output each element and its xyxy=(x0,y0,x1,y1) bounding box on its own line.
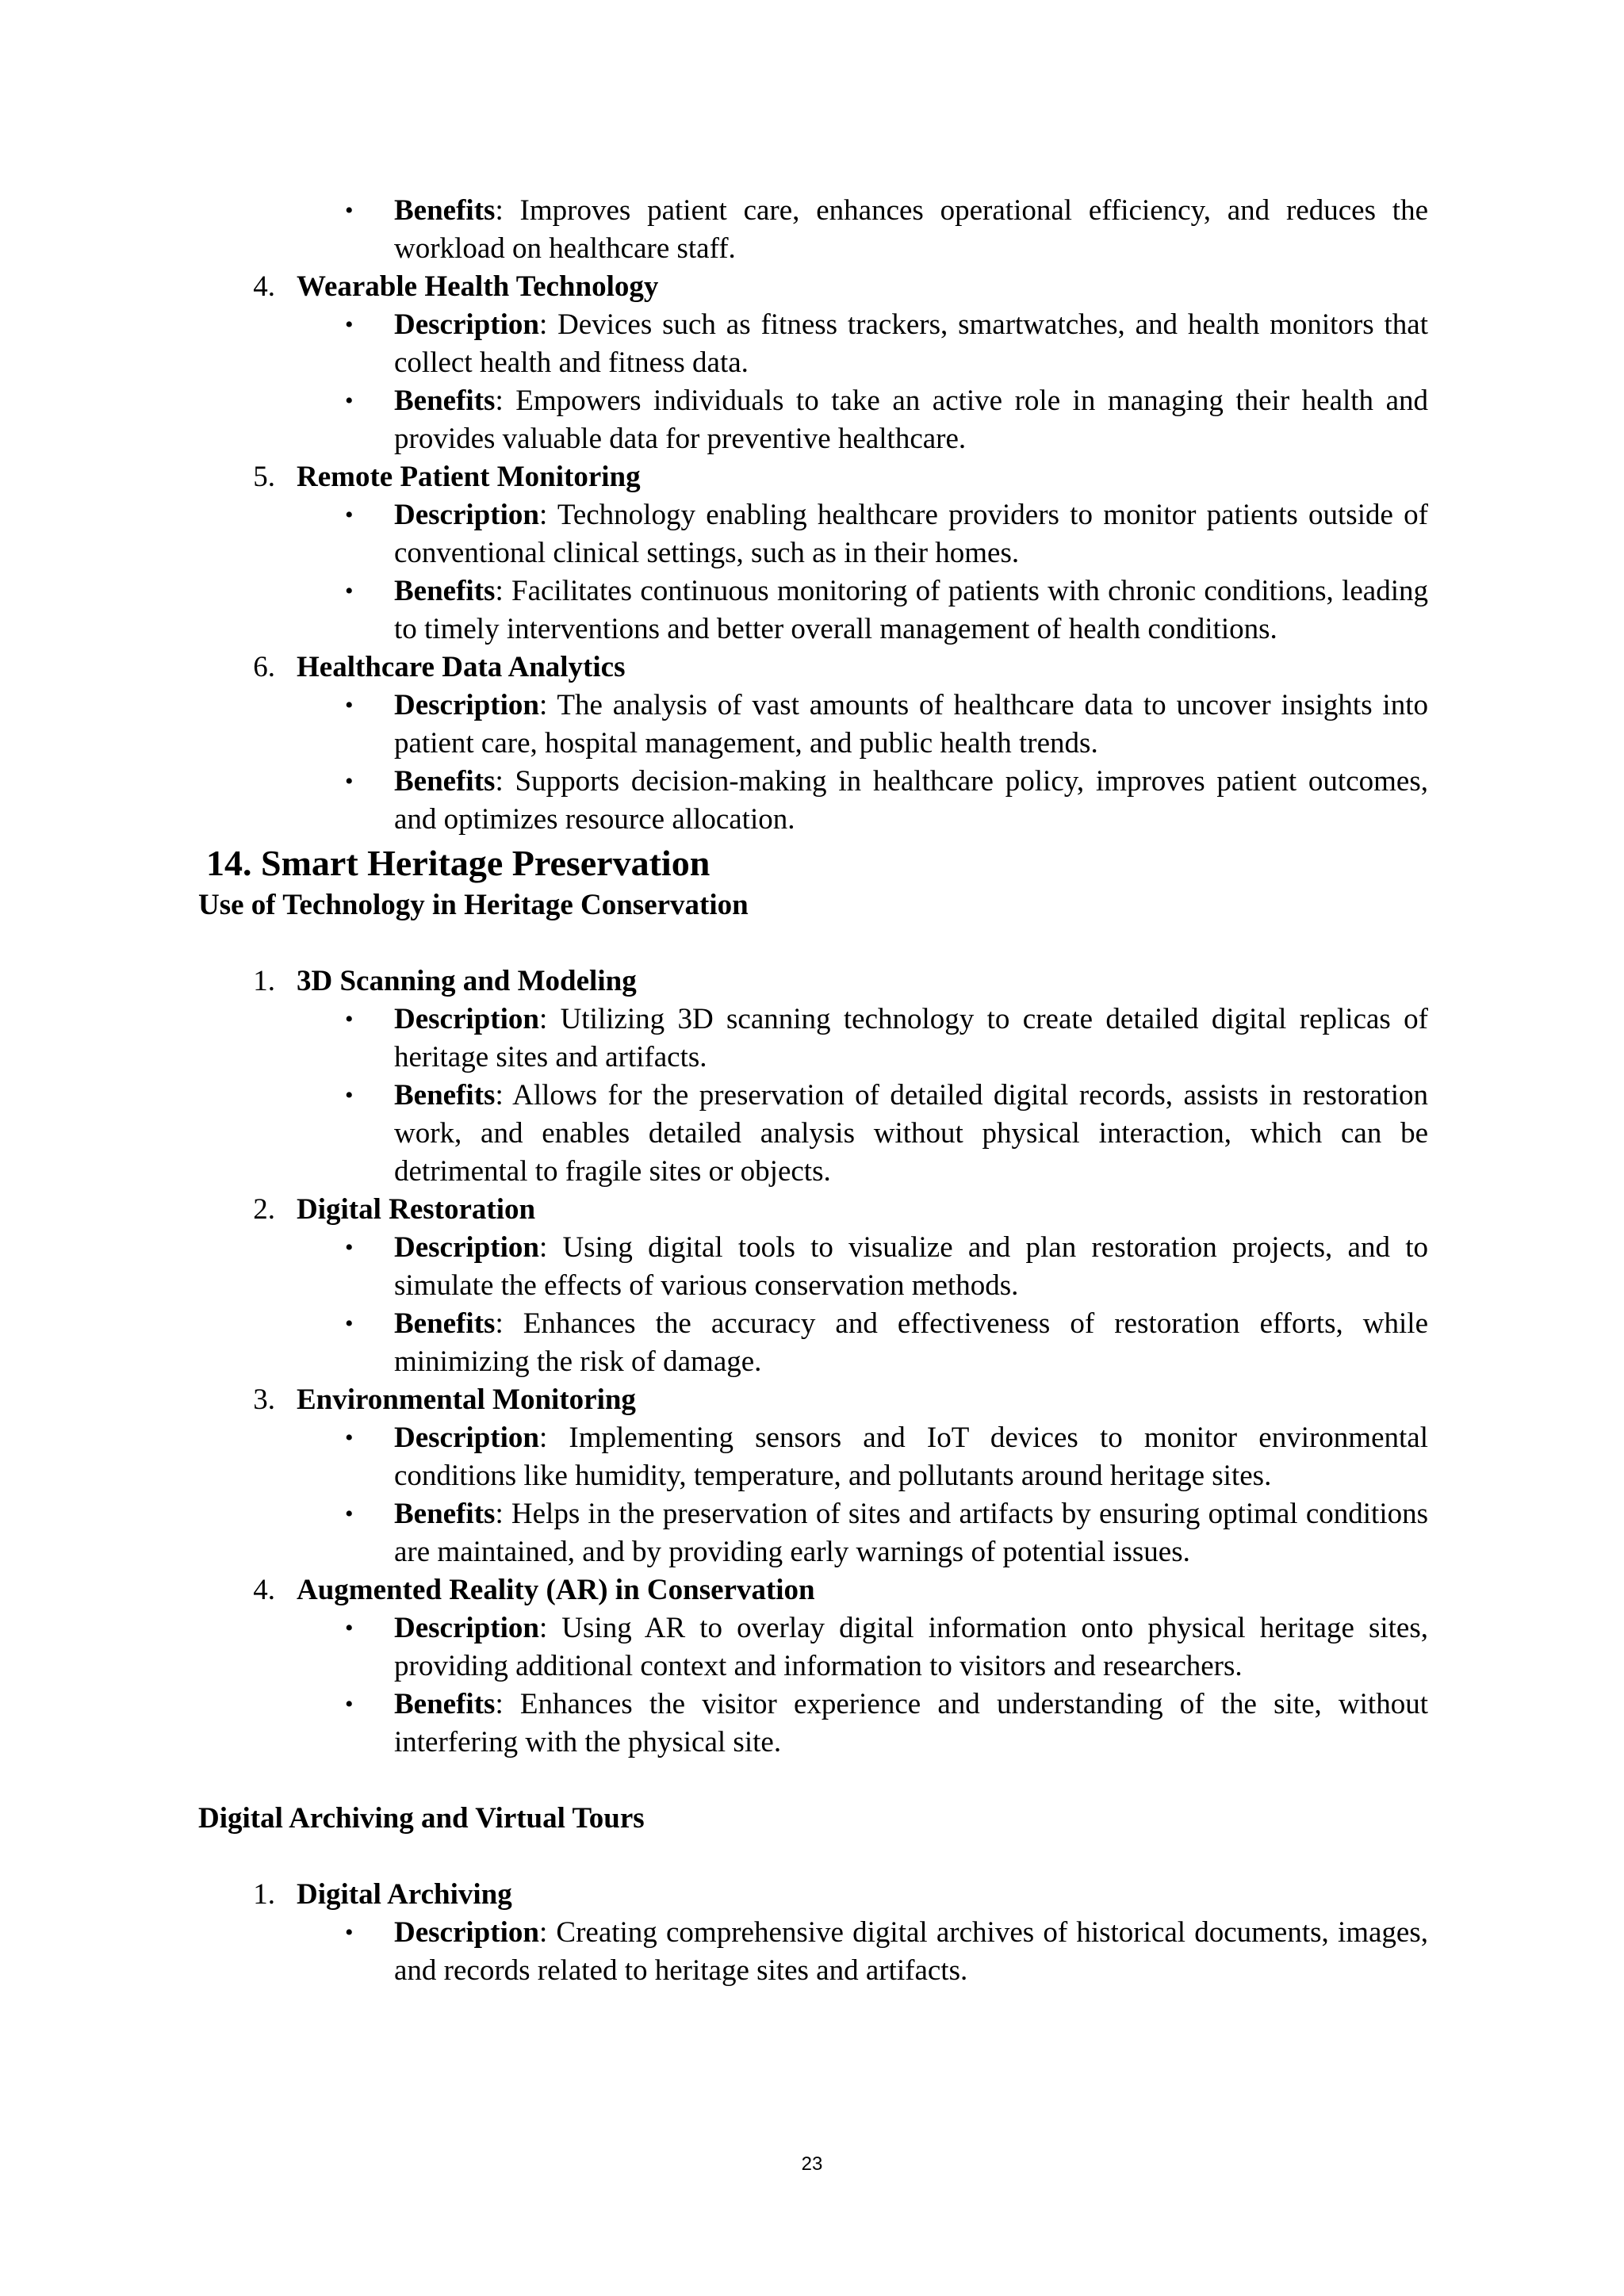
item-number: 2. xyxy=(253,1193,275,1226)
item-number: 1. xyxy=(253,1878,275,1911)
bullet-dot-icon: • xyxy=(345,502,354,528)
bullet-label: Description xyxy=(394,689,539,721)
bullet-text: : Empowers individuals to take an active role in managing their health and provides valuable data for preventive healthcare. xyxy=(394,385,1428,455)
bullet-dot-icon: • xyxy=(345,1006,354,1032)
item-title: Digital Archiving xyxy=(297,1878,512,1911)
bullet-text: : Enhances the visitor experience and understanding of the site, without interfering with the physical site. xyxy=(394,1688,1428,1758)
bullet-text: : Supports decision-making in healthcare policy, improves patient outcomes, and optimizes resource allocation. xyxy=(394,765,1428,836)
bullet-text: : The analysis of vast amounts of healthcare data to uncover insights into patient care, hospital management, and public health trends. xyxy=(394,689,1428,760)
bullet-dot-icon: • xyxy=(345,312,354,338)
bullet-item xyxy=(345,192,1428,268)
section-heading: 14. Smart Heritage Preservation xyxy=(206,843,710,883)
archiving-list xyxy=(0,1876,1624,1990)
bullet-label: Benefits xyxy=(394,385,496,417)
bullet-text: : Helps in the preservation of sites and artifacts by ensuring optimal conditions are maintained, and by providing early warnings of potential issues. xyxy=(394,1498,1428,1568)
bullet-item xyxy=(345,572,1428,649)
bullet-item xyxy=(345,1419,1428,1495)
bullet-dot-icon: • xyxy=(345,1082,354,1108)
bullet-dot-icon: • xyxy=(345,1234,354,1261)
bullet-dot-icon: • xyxy=(345,1501,354,1527)
bullet-text: : Allows for the preservation of detailed digital records, assists in restoration work, and enables detailed analysis without physical interaction, which can be detrimental to fragile sites or objects. xyxy=(394,1079,1428,1188)
item-title: 3D Scanning and Modeling xyxy=(297,965,637,997)
page-content xyxy=(0,192,1624,1990)
subsection-heading-technology: Use of Technology in Heritage Conservation xyxy=(198,889,749,921)
bullet-item xyxy=(345,763,1428,839)
bullet-label: Benefits xyxy=(394,575,496,607)
bullet-label: Benefits xyxy=(394,1498,496,1530)
bullet-label: Description xyxy=(394,1612,539,1644)
bullet-text: : Using digital tools to visualize and plan restoration projects, and to simulate the effects of various conservation methods. xyxy=(394,1231,1428,1302)
numbered-item xyxy=(242,1876,1624,1914)
numbered-item xyxy=(242,268,1624,306)
bullet-dot-icon: • xyxy=(345,1615,354,1641)
numbered-item xyxy=(242,1381,1624,1419)
bullet-text: : Using AR to overlay digital information onto physical heritage sites, providing additional context and information to visitors and researchers. xyxy=(394,1612,1428,1682)
bullet-dot-icon: • xyxy=(345,1311,354,1337)
bullet-item xyxy=(345,1305,1428,1381)
bullet-text: : Implementing sensors and IoT devices to monitor environmental conditions like humidity, temperature, and pollutants around heritage sites. xyxy=(394,1422,1428,1492)
item-title: Augmented Reality (AR) in Conservation xyxy=(297,1574,815,1606)
bullet-text: : Utilizing 3D scanning technology to create detailed digital replicas of heritage sites and artifacts. xyxy=(394,1003,1428,1073)
bullet-label: Description xyxy=(394,1003,539,1035)
item-title: Wearable Health Technology xyxy=(297,270,659,303)
bullet-label: Description xyxy=(394,308,539,341)
bullet-dot-icon: • xyxy=(345,578,354,604)
bullet-dot-icon: • xyxy=(345,388,354,414)
numbered-item xyxy=(242,962,1624,1001)
bullet-item xyxy=(345,687,1428,763)
bullet-dot-icon: • xyxy=(345,197,354,224)
bullet-item xyxy=(345,306,1428,382)
heritage-tech-list xyxy=(0,962,1624,1762)
bullet-label: Description xyxy=(394,1422,539,1454)
numbered-item xyxy=(242,1191,1624,1229)
item-number: 1. xyxy=(253,965,275,997)
bullet-label: Description xyxy=(394,1231,539,1264)
bullet-text: : Improves patient care, enhances operational efficiency, and reduces the workload on healthcare staff. xyxy=(394,194,1428,265)
bullet-text: : Technology enabling healthcare providers to monitor patients outside of conventional clinical settings, such as in their homes. xyxy=(394,499,1428,569)
bullet-dot-icon: • xyxy=(345,1691,354,1717)
bullet-item xyxy=(345,1495,1428,1571)
bullet-item xyxy=(345,1077,1428,1191)
bullet-label: Description xyxy=(394,1916,539,1949)
page-number: 23 xyxy=(801,2153,823,2175)
healthcare-tech-list xyxy=(0,268,1624,839)
bullet-dot-icon: • xyxy=(345,1425,354,1451)
item-number: 3. xyxy=(253,1383,275,1416)
item-number: 6. xyxy=(253,651,275,683)
bullet-item xyxy=(345,1686,1428,1762)
numbered-item xyxy=(242,649,1624,687)
bullet-item xyxy=(345,1229,1428,1305)
bullet-item xyxy=(345,496,1428,572)
numbered-item xyxy=(242,458,1624,496)
item-number: 4. xyxy=(253,270,275,303)
item-number: 4. xyxy=(253,1574,275,1606)
bullet-item xyxy=(345,1001,1428,1077)
bullet-label: Benefits xyxy=(394,765,496,798)
bullet-label: Benefits xyxy=(394,1307,496,1340)
item-title: Digital Restoration xyxy=(297,1193,536,1226)
item-number: 5. xyxy=(253,461,275,493)
bullet-label: Benefits xyxy=(394,1688,496,1720)
item-title: Environmental Monitoring xyxy=(297,1383,636,1416)
bullet-dot-icon: • xyxy=(345,692,354,718)
bullet-item xyxy=(345,382,1428,458)
bullet-text: : Enhances the accuracy and effectiveness of restoration efforts, while minimizing the risk of damage. xyxy=(394,1307,1428,1378)
bullet-label: Benefits xyxy=(394,1079,496,1112)
bullet-item xyxy=(345,1609,1428,1686)
bullet-text: : Facilitates continuous monitoring of patients with chronic conditions, leading to timely interventions and better overall management of health conditions. xyxy=(394,575,1428,645)
subsection-heading-archiving: Digital Archiving and Virtual Tours xyxy=(198,1802,645,1835)
bullet-label: Description xyxy=(394,499,539,531)
item-title: Healthcare Data Analytics xyxy=(297,651,626,683)
item-title: Remote Patient Monitoring xyxy=(297,461,641,493)
bullet-label: Benefits xyxy=(394,194,496,227)
bullet-dot-icon: • xyxy=(345,768,354,794)
numbered-item xyxy=(242,1571,1624,1609)
bullet-dot-icon: • xyxy=(345,1919,354,1946)
bullet-text: : Devices such as fitness trackers, smartwatches, and health monitors that collect health and fitness data. xyxy=(394,308,1428,379)
bullet-text: : Creating comprehensive digital archives of historical documents, images, and records related to heritage sites and artifacts. xyxy=(394,1916,1428,1987)
bullet-item xyxy=(345,1914,1428,1990)
